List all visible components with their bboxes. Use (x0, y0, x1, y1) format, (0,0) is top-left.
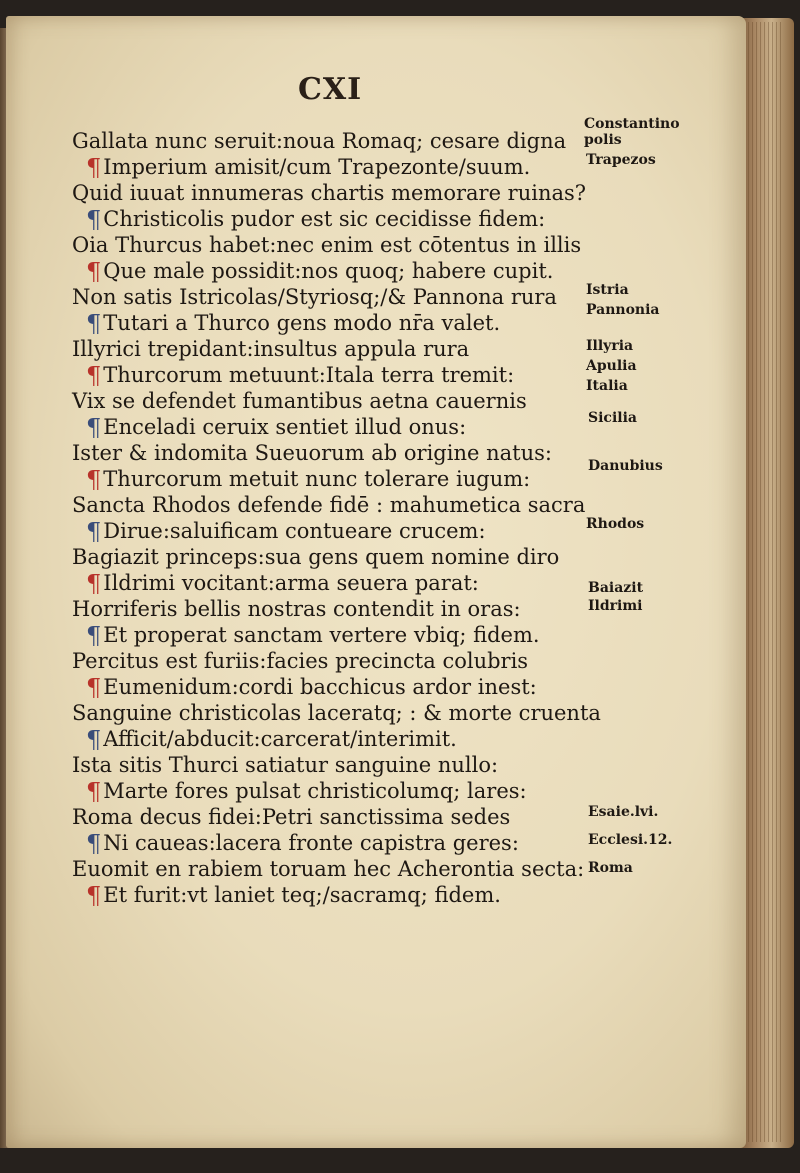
pilcrow-mark: ¶ (86, 310, 102, 338)
marginal-note: polis (584, 132, 622, 148)
verse-line (86, 570, 479, 596)
verse-line (72, 856, 584, 882)
verse-text: Horriferis bellis nostras contendit in oras: (72, 597, 521, 621)
verse-text: Sancta Rhodos defende fidē : mahumetica sacra (72, 493, 586, 517)
pilcrow-mark: ¶ (86, 414, 102, 442)
marginal-note: Pannonia (586, 302, 660, 318)
verse-text: Eumenidum:cordi bacchicus ardor inest: (103, 675, 537, 699)
pilcrow-mark: ¶ (86, 570, 102, 598)
verse-text: Quid iuuat innumeras chartis memorare ruinas? (72, 181, 587, 205)
verse-line (72, 232, 581, 258)
verse-text: Illyrici trepidant:insultus appula rura (72, 337, 470, 361)
verse-line (72, 388, 527, 414)
verse-line (86, 258, 553, 284)
verse-line (86, 362, 514, 388)
verse-text: Afficit/abducit:carcerat/interimit. (103, 727, 457, 751)
verse-line (72, 336, 469, 362)
pilcrow-mark: ¶ (86, 362, 102, 390)
marginal-note: Apulia (586, 358, 637, 374)
verse-text: Enceladi ceruix sentiet illud onus: (103, 415, 467, 439)
verse-text: Non satis Istricolas/Styriosq;/& Pannona rura (72, 285, 557, 309)
verse-text: Euomit en rabiem toruam hec Acherontia secta: (72, 857, 585, 881)
folio-number: CXI (298, 72, 363, 107)
verse-text: Thurcorum metuit nunc tolerare iugum: (103, 467, 531, 491)
marginal-note: Trapezos (586, 152, 656, 168)
verse-line (86, 154, 530, 180)
pilcrow-mark: ¶ (86, 518, 102, 546)
marginal-note: Roma (588, 860, 633, 876)
verse-line (72, 284, 557, 310)
verse-text: Oia Thurcus habet:nec enim est cōtentus in illis (72, 233, 582, 257)
verse-line (72, 804, 510, 830)
verse-line (72, 596, 521, 622)
verse-line (86, 206, 545, 232)
marginal-note: Ecclesi.12. (588, 832, 673, 848)
verse-line (86, 466, 530, 492)
marginal-note: Danubius (588, 458, 663, 474)
book-page (6, 16, 746, 1148)
verse-line (86, 726, 457, 752)
verse-text: Tutari a Thurco gens modo nr̄a valet. (103, 311, 501, 335)
marginal-note: Istria (586, 282, 629, 298)
verse-text: Dirue:saluificam contueare crucem: (103, 519, 486, 543)
pilcrow-mark: ¶ (86, 674, 102, 702)
verse-line (86, 310, 500, 336)
verse-line (72, 700, 601, 726)
verse-line (86, 830, 519, 856)
verse-text: Sanguine christicolas laceratq; : & morte cruenta (72, 701, 601, 725)
verse-line (72, 440, 552, 466)
pilcrow-mark: ¶ (86, 622, 102, 650)
pilcrow-mark: ¶ (86, 830, 102, 858)
verse-text: Ista sitis Thurci satiatur sanguine nullo: (72, 753, 499, 777)
verse-line (72, 648, 528, 674)
verse-text: Ildrimi vocitant:arma seuera parat: (103, 571, 479, 595)
book-page-edges (744, 22, 784, 1142)
pilcrow-mark: ¶ (86, 778, 102, 806)
verse-line (86, 882, 501, 908)
marginal-note: Baiazit (588, 580, 644, 596)
pilcrow-mark: ¶ (86, 206, 102, 234)
verse-text: Vix se defendet fumantibus aetna cauernis (72, 389, 527, 413)
pilcrow-mark: ¶ (86, 154, 102, 182)
pilcrow-mark: ¶ (86, 258, 102, 286)
pilcrow-mark: ¶ (86, 882, 102, 910)
verse-text: Thurcorum metuunt:Itala terra tremit: (103, 363, 515, 387)
verse-line (72, 492, 585, 518)
verse-line (72, 544, 559, 570)
marginal-note: Sicilia (588, 410, 637, 426)
verse-text: Gallata nunc seruit:noua Romaq; cesare digna (72, 129, 567, 153)
verse-text: Ister & indomita Sueuorum ab origine natus: (72, 441, 552, 465)
verse-line (72, 128, 566, 154)
marginal-note: Illyria (586, 338, 634, 354)
verse-line (72, 180, 586, 206)
pilcrow-mark: ¶ (86, 466, 102, 494)
marginal-note: Rhodos (586, 516, 645, 532)
marginal-note: Ildrimi (588, 598, 643, 614)
verse-text: Percitus est furiis:facies precincta colubris (72, 649, 529, 673)
verse-line (86, 414, 466, 440)
verse-text: Imperium amisit/cum Trapezonte/suum. (103, 155, 531, 179)
marginal-note: Esaie.lvi. (588, 804, 659, 820)
verse-line (86, 674, 537, 700)
verse-text: Bagiazit princeps:sua gens quem nomine diro (72, 545, 560, 569)
verse-line (86, 518, 486, 544)
marginal-note: Constantino (584, 116, 680, 132)
verse-text: Marte fores pulsat christicolumq; lares: (103, 779, 527, 803)
verse-line (72, 752, 498, 778)
verse-text: Et properat sanctam vertere vbiq; fidem. (103, 623, 540, 647)
verse-line (86, 622, 540, 648)
verse-line (86, 778, 527, 804)
verse-text: Que male possidit:nos quoq; habere cupit. (103, 259, 554, 283)
marginal-note: Italia (586, 378, 628, 394)
verse-text: Et furit:vt laniet teq;/sacramq; fidem. (103, 883, 501, 907)
verse-text: Ni caueas:lacera fronte capistra geres: (103, 831, 519, 855)
verse-text: Roma decus fidei:Petri sanctissima sedes (72, 805, 511, 829)
pilcrow-mark: ¶ (86, 726, 102, 754)
verse-text: Christicolis pudor est sic cecidisse fidem: (103, 207, 546, 231)
